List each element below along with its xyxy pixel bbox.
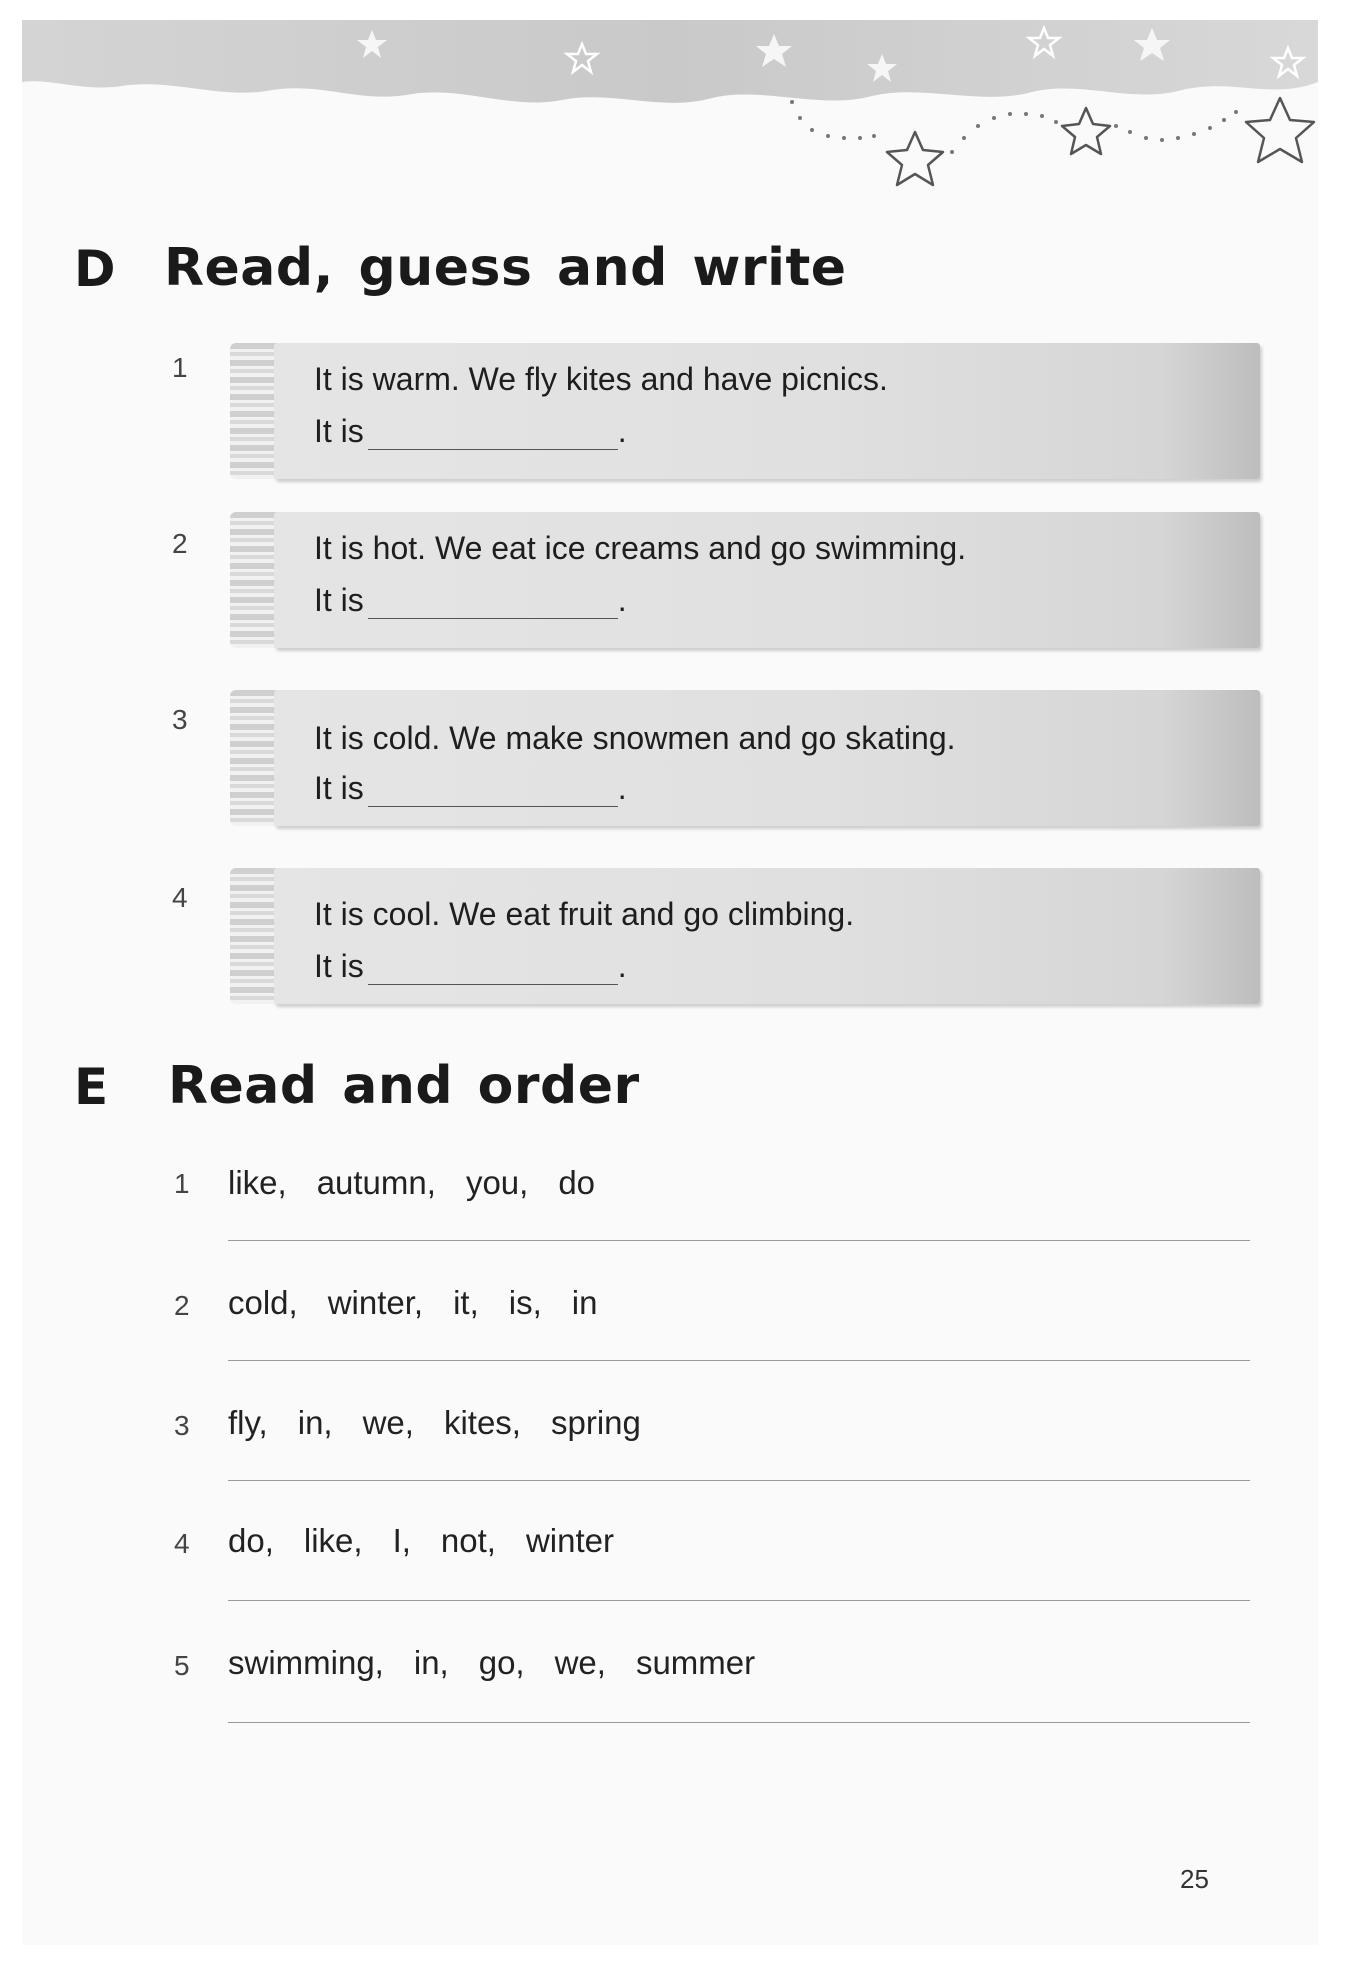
d-item-number: 1: [172, 352, 188, 383]
e-item-number: 4: [174, 1528, 190, 1559]
d-item-prompt: [314, 582, 627, 619]
section-d-letter: D: [74, 240, 116, 298]
d-item-period: .: [617, 413, 627, 449]
d-item-card: [230, 343, 1260, 479]
e-answer-line[interactable]: [228, 1240, 1250, 1241]
e-item-number: 3: [174, 1410, 190, 1441]
word: you,: [465, 1164, 529, 1201]
e-answer-line[interactable]: [228, 1722, 1250, 1723]
d-item-prompt: [314, 770, 627, 807]
d-item-prompt-text: It is: [314, 770, 364, 806]
word: winter: [525, 1522, 614, 1559]
d-item-sentence: It is cold. We make snowmen and go skating.: [314, 720, 956, 756]
section-e-letter: E: [74, 1058, 109, 1116]
d-item-prompt: [314, 413, 627, 450]
word: winter,: [327, 1284, 424, 1321]
word: do,: [228, 1522, 274, 1559]
word: autumn,: [316, 1164, 436, 1201]
d-item-card: [230, 512, 1260, 648]
d-item-period: .: [617, 948, 627, 984]
e-answer-line[interactable]: [228, 1480, 1250, 1481]
word: I,: [392, 1522, 411, 1559]
d-item-sentence: It is hot. We eat ice creams and go swimming.: [314, 530, 967, 566]
e-item-number: 5: [174, 1650, 190, 1681]
d-answer-blank[interactable]: [368, 776, 618, 807]
d-answer-blank[interactable]: [368, 954, 618, 985]
e-item-words: [228, 1522, 644, 1560]
page-number: 25: [1180, 1864, 1209, 1894]
word: is,: [508, 1284, 542, 1321]
word: go,: [478, 1644, 525, 1681]
word: in,: [297, 1404, 333, 1441]
d-item-sentence: It is cool. We eat fruit and go climbing.: [314, 896, 855, 932]
workbook-page: [22, 20, 1318, 1945]
section-d-title: Read, guess and write: [164, 238, 847, 298]
d-item-prompt: [314, 948, 627, 985]
d-item-number: 2: [172, 528, 188, 559]
e-answer-line[interactable]: [228, 1600, 1250, 1601]
word: it,: [453, 1284, 479, 1321]
d-item-number: 3: [172, 704, 188, 735]
word: we,: [554, 1644, 606, 1681]
e-item-number: 1: [174, 1168, 190, 1199]
e-answer-line[interactable]: [228, 1360, 1250, 1361]
d-item-card: [230, 868, 1260, 1004]
e-item-words: [228, 1284, 627, 1322]
word: summer: [635, 1644, 756, 1681]
d-item-prompt-text: It is: [314, 948, 364, 984]
d-item-prompt-text: It is: [314, 413, 364, 449]
d-item-card: [230, 690, 1260, 826]
d-item-number: 4: [172, 882, 188, 913]
word: in,: [413, 1644, 449, 1681]
starry-header-decoration: [22, 20, 1318, 230]
d-answer-blank[interactable]: [368, 588, 618, 619]
d-item-sentence: It is warm. We fly kites and have picnics.: [314, 361, 888, 397]
word: like,: [228, 1164, 287, 1201]
word: do: [558, 1164, 596, 1201]
word: fly,: [228, 1404, 268, 1441]
word: swimming,: [228, 1644, 384, 1681]
e-item-words: [228, 1404, 671, 1442]
e-item-words: [228, 1164, 625, 1202]
word: spring: [550, 1404, 641, 1441]
word: like,: [303, 1522, 363, 1559]
e-item-words: [228, 1644, 785, 1682]
word: we,: [362, 1404, 414, 1441]
word: not,: [440, 1522, 496, 1559]
d-item-period: .: [617, 582, 627, 618]
d-item-period: .: [617, 770, 627, 806]
d-item-prompt-text: It is: [314, 582, 364, 618]
section-e-title: Read and order: [168, 1056, 640, 1116]
e-item-number: 2: [174, 1290, 190, 1321]
d-answer-blank[interactable]: [368, 419, 618, 450]
word: kites,: [443, 1404, 521, 1441]
word: cold,: [228, 1284, 298, 1321]
word: in: [571, 1284, 598, 1321]
